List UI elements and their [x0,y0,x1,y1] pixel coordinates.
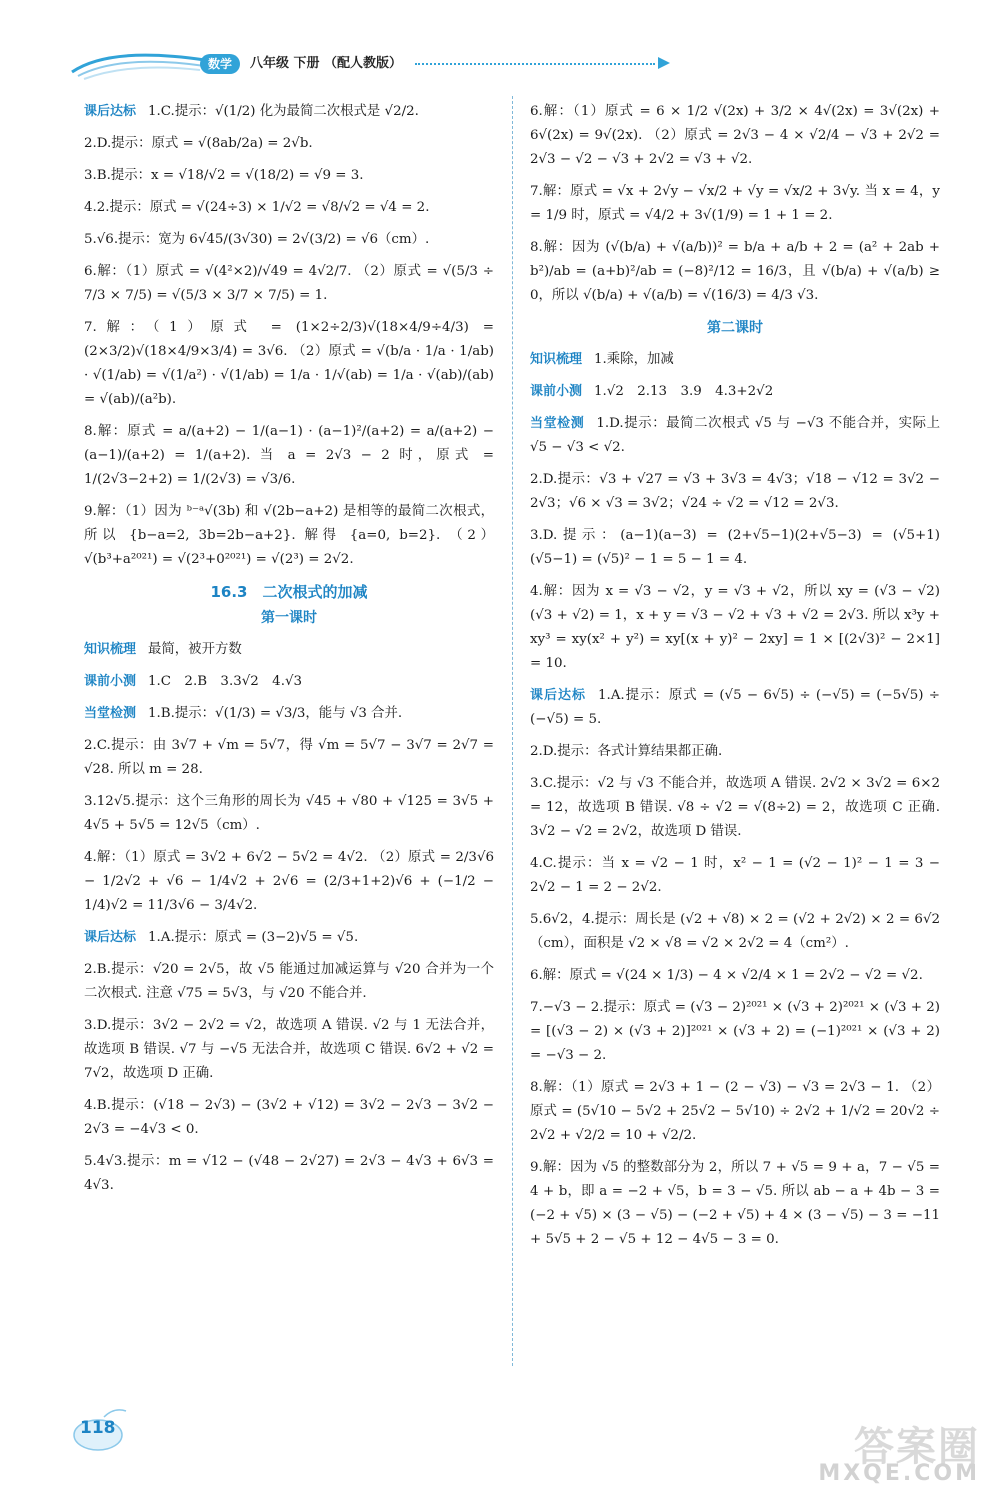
swoosh-icon [70,42,210,82]
watermark-bottom: MXQE.COM [818,1461,980,1486]
answer-item [84,1150,494,1198]
answer-item [84,1094,494,1142]
answer-text: 2.B.提示：√20 = 2√5，故 √5 能通过加减运算与 √20 合并为一个二次根式. 注意 √75 = 5√3，与 √20 不能合并. [84,962,494,1001]
answer-item [84,132,494,156]
answer-text: 1.D.提示：最简二次根式 √5 与 −√3 不能合并，实际上 √5 − √3 < √2. [530,416,940,455]
answer-item [530,468,940,516]
answer-item [530,1076,940,1148]
answer-item [84,164,494,188]
answer-item [84,500,494,572]
answer-text: 6.解：原式 = √(24 × 1/3) − 4 × √2/4 × 1 = 2√2 − √2 = √2. [530,968,923,983]
answer-item [530,740,940,764]
answer-text: 7.解：（1）原式 = (1×2÷2/3)√(18×4/9÷4/3) = (2×3/2)√(18×4/9×3/4) = 3√6. （2）原式 = √(b/a · 1/a · 1/ab) · √(1/ab) = √(1/a²) · √(1/ab) = 1/a · 1/√(ab) = 1/a · √(ab)/(ab) = √(ab)/(a²b). [84,320,494,407]
answer-text: 9.解：（1）因为 ᵇ⁻ᵃ√(3b) 和 √(2b−a+2) 是相等的最简二次根式，所以 {b−a=2, 3b=2b−a+2}. 解得 {a=0, b=2}. （2）√(b³+a²⁰²¹) = √(2³+0²⁰²¹) = √(2³) = 2√2. [84,504,494,567]
section-tag: 知识梳理 [530,352,583,367]
answer-item [530,180,940,228]
answer-text: 7.−√3 − 2.提示：原式 = (√3 − 2)²⁰²¹ × (√3 + 2)²⁰²¹ × (√3 + 2) = [(√3 − 2) × (√3 + 2)]²⁰²¹ × (√3 + 2) = (−1)²⁰²¹ × (√3 + 2) = −√3 − 2. [530,1000,940,1063]
answer-item [84,702,494,726]
answer-text: 4.解：（1）原式 = 3√2 + 6√2 − 5√2 = 4√2. （2）原式 = 2/3√6 − 1/2√2 + √6 − 1/4√2 + 2√6 = (2/3+1+2)√6 + (−1/2 − 1/4)√2 = 11/3√6 − 3/4√2. [84,850,494,913]
left-column [84,100,494,1206]
answer-item [530,580,940,676]
section-tag: 课前小测 [530,384,583,399]
watermark-top: 答案圈 [854,1424,980,1470]
answer-text: 2.D.提示：√3 + √27 = √3 + 3√3 = 4√3；√18 − √12 = 3√2 − 2√3；√6 × √3 = 3√2；√24 ÷ √2 = √12 = 2√3. [530,472,940,511]
page-number: 118 [80,1418,116,1438]
section-tag: 课后达标 [84,104,137,119]
answer-text: 2.C.提示：由 3√7 + √m = 5√7，得 √m = 5√7 − 3√7 = 2√7 = √28. 所以 m = 28. [84,738,494,777]
subject-badge: 数学 [200,54,240,74]
answer-item [84,846,494,918]
answer-block [530,348,940,1252]
answer-item [84,734,494,782]
answer-block [530,100,940,308]
answer-item [530,908,940,956]
section-tag: 课后达标 [530,688,586,703]
answer-text: 8.解：（1）原式 = 2√3 + 1 − (2 − √3) − √3 = 2√3 − 1. （2）原式 = (5√10 − 5√2 + 25√2 − 5√10) ÷ 2√2 + 1/√2 = 20√2 ÷ 2√2 + √2/2 = 10 + √2/2. [530,1080,940,1143]
lesson-title: 第二课时 [707,320,763,336]
right-column [530,100,940,1260]
answer-text: 4.B.提示：(√18 − 2√3) − (3√2 + √12) = 3√2 − 2√3 − 3√2 − 2√3 = −4√3 < 0. [84,1098,494,1137]
answer-text: 1.C 2.B 3.3√2 4.√3 [148,674,303,689]
answer-text: 最简，被开方数 [148,642,242,657]
section-tag: 课前小测 [84,674,137,689]
column-divider [512,96,513,1366]
answer-text: 1.A.提示：原式 = (√5 − 6√5) ÷ (−√5) = (−5√5) ÷ (−√5) = 5. [530,688,940,727]
answer-item [84,260,494,308]
answer-text: 5.√6.提示：宽为 6√45/(3√30) = 2√(3/2) = √6（cm）. [84,232,430,247]
answer-item [530,412,940,460]
answer-text: 2.D.提示：原式 = √(8ab/2a) = 2√b. [84,136,313,151]
answer-text: 9.解：因为 √5 的整数部分为 2，所以 7 + √5 = 9 + a，7 − √5 = 4 + b，即 a = −2 + √5，b = 3 − √5. 所以 ab − a + 4b − 3 = (−2 + √5) × (3 − √5) − (−2 + √5) + 4 × (3 − √5) − 3 = −11 + 5√5 + 2 − √5 + 12 − 4√5 − 3 = 0. [530,1160,940,1247]
section-tag: 当堂检测 [84,706,137,721]
answer-text: 3.C.提示：√2 与 √3 不能合并，故选项 A 错误. 2√2 × 3√2 = 6×2 = 12，故选项 B 错误. √8 ÷ √2 = √(8÷2) = 2，故选项 C 正确. 3√2 − √2 = 2√2，故选项 D 错误. [530,776,940,839]
answer-text: 3.12√5.提示：这个三角形的周长为 √45 + √80 + √125 = 3√5 + 4√5 + 5√5 = 12√5（cm）. [84,794,494,833]
answer-item [530,348,940,372]
answer-item [84,670,494,694]
section-tag: 当堂检测 [530,416,585,431]
page-header [70,42,690,82]
section-title: 16.3 二次根式的加减 [210,583,368,601]
answer-item [530,100,940,172]
answer-item [84,228,494,252]
arrow-icon [658,57,670,69]
answer-text: 5.6√2，4.提示：周长是 (√2 + √8) × 2 = (√2 + 2√2) × 2 = 6√2（cm），面积是 √2 × √8 = √2 × 2√2 = 4（cm²）. [530,912,940,951]
answer-text: 2.D.提示：各式计算结果都正确. [530,744,723,759]
answer-item [530,1156,940,1252]
answer-item [530,380,940,404]
watermark [770,1415,990,1485]
answer-text: 7.解：原式 = √x + 2√y − √x/2 + √y = √x/2 + 3√y. 当 x = 4，y = 1/9 时，原式 = √4/2 + 3√(1/9) = 1 + 1 = 2. [530,184,940,223]
answer-text: 6.解：（1）原式 = √(4²×2)/√49 = 4√2/7. （2）原式 = √(5/3 ÷ 7/3 × 7/5) = √(5/3 × 3/7 × 7/5) = 1. [84,264,494,303]
answer-block [84,638,494,1198]
answer-text: 6.解：（1）原式 = 6 × 1/2 √(2x) + 3/2 × 4√(2x) = 3√(2x) + 6√(2x) = 9√(2x). （2）原式 = 2√3 − 4 × √2/4 − √3 + 2√2 = 2√3 − √2 − √3 + 2√2 = √3 + √2. [530,104,940,167]
answer-item [530,236,940,308]
answer-item [530,684,940,732]
answer-text: 8.解：原式 = a/(a+2) − 1/(a−1) · (a−1)²/(a+2) = a/(a+2) − (a−1)/(a+2) = 1/(a+2). 当 a = 2√3 − 2 时，原式 = 1/(2√3−2+2) = 1/(2√3) = √3/6. [84,424,494,487]
answer-text: 1.乘除，加减 [594,352,674,367]
answer-text: 1.B.提示：√(1/3) = √3/3，能与 √3 合并. [148,706,403,721]
answer-item [530,524,940,572]
answer-item [84,790,494,838]
answer-item [84,638,494,662]
answer-item [530,772,940,844]
answer-item [84,926,494,950]
answer-text: 3.B.提示：x = √18/√2 = √(18/2) = √9 = 3. [84,168,364,183]
header-dotted-line [415,63,655,65]
answer-item [84,420,494,492]
answer-item [84,1014,494,1086]
lesson-title: 第一课时 [261,610,317,626]
answer-item [530,996,940,1068]
answer-text: 3.D.提示：(a−1)(a−3) = (2+√5−1)(2+√5−3) = (√5+1)(√5−1) = (√5)² − 1 = 5 − 1 = 4. [530,528,940,567]
answer-item [84,196,494,220]
answer-item [530,964,940,988]
answer-text: 1.√2 2.13 3.9 4.3+2√2 [594,384,774,399]
answer-text: 5.4√3.提示：m = √12 − (√48 − 2√27) = 2√3 − 4√3 + 6√3 = 4√3. [84,1154,494,1193]
answer-text: 1.A.提示：原式 = (3−2)√5 = √5. [148,930,359,945]
answer-text: 4.2.提示：原式 = √(24÷3) × 1/√2 = √8/√2 = √4 = 2. [84,200,430,215]
book-info: 八年级 下册 （配人教版） [250,56,403,71]
answer-text: 4.解：因为 x = √3 − √2，y = √3 + √2，所以 xy = (√3 − √2)(√3 + √2) = 1，x + y = √3 − √2 + √3 + √2 = 2√3. 所以 x³y + xy³ = xy(x² + y²) = xy[(x + y)² − 2xy] = 1 × [(2√3)² − 2×1] = 10. [530,584,940,671]
answer-text: 4.C.提示：当 x = √2 − 1 时，x² − 1 = (√2 − 1)² − 1 = 3 − 2√2 − 1 = 2 − 2√2. [530,856,940,895]
answer-item [530,852,940,900]
answer-item [84,100,494,124]
section-tag: 课后达标 [84,930,137,945]
answer-item [84,958,494,1006]
answer-text: 3.D.提示：3√2 − 2√2 = √2，故选项 A 错误. √2 与 1 无法合并，故选项 B 错误. √7 与 −√5 无法合并，故选项 C 错误. 6√2 + √2 = 7√2，故选项 D 正确. [84,1018,494,1081]
answer-text: 8.解：因为 (√(b/a) + √(a/b))² = b/a + a/b + 2 = (a² + 2ab + b²)/ab = (a+b)²/ab = (−8)²/12 = 16/3，且 √(b/a) + √(a/b) ≥ 0，所以 √(b/a) + √(a/b) = √(16/3) = 4/3 √3. [530,240,940,303]
answer-item [84,316,494,412]
section-tag: 知识梳理 [84,642,137,657]
answer-block [84,100,494,572]
answer-text: 1.C.提示：√(1/2) 化为最简二次根式是 √2/2. [148,104,419,119]
